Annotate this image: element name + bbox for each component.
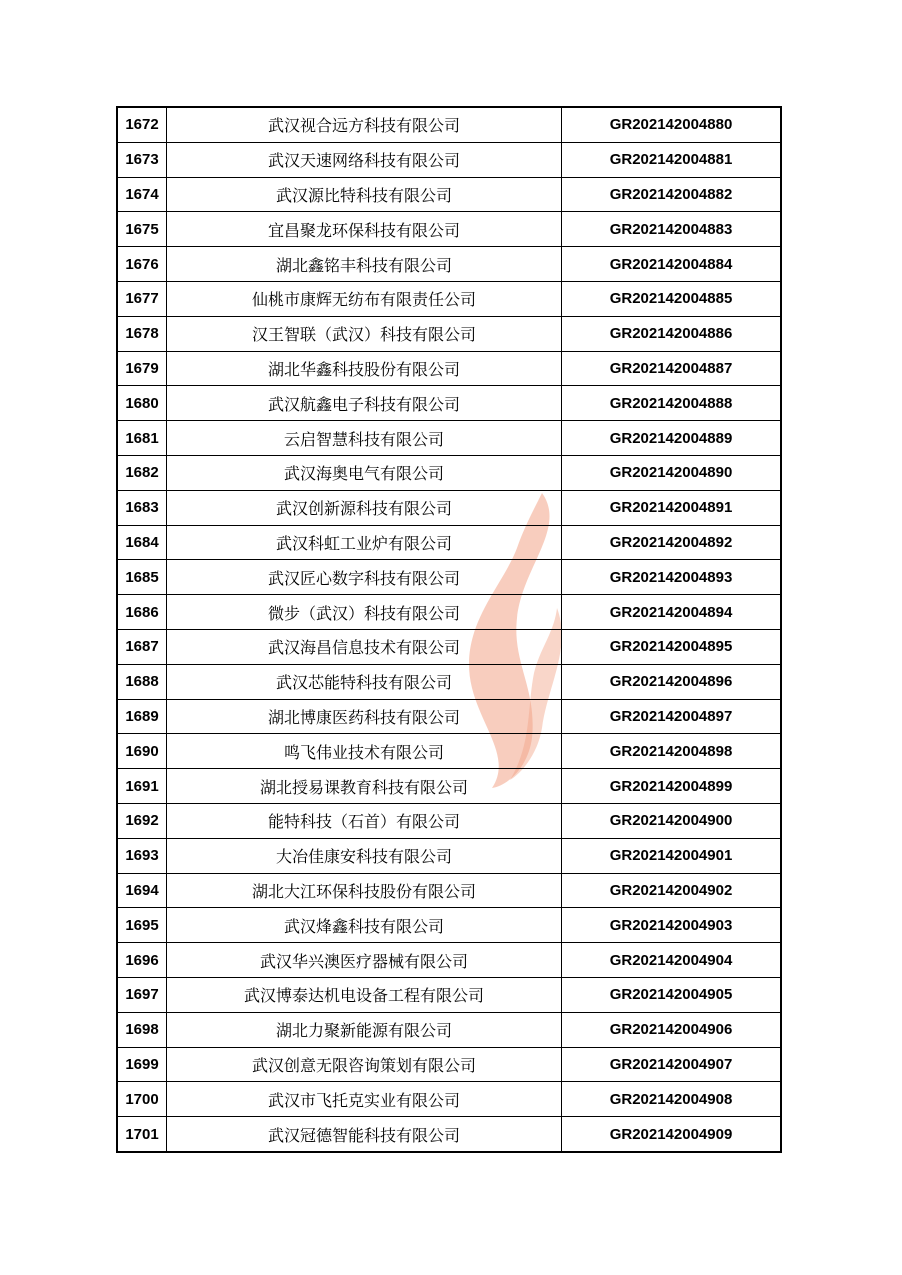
certificate-number: GR202142004899 <box>562 769 782 804</box>
certificate-number: GR202142004908 <box>562 1082 782 1117</box>
certificate-number: GR202142004906 <box>562 1012 782 1047</box>
company-name: 湖北鑫铭丰科技有限公司 <box>167 247 562 282</box>
row-number: 1673 <box>117 142 167 177</box>
company-name: 武汉烽鑫科技有限公司 <box>167 908 562 943</box>
company-name: 武汉华兴澳医疗器械有限公司 <box>167 943 562 978</box>
row-number: 1691 <box>117 769 167 804</box>
certificate-number: GR202142004886 <box>562 316 782 351</box>
table-row <box>117 455 781 490</box>
company-name: 武汉视合远方科技有限公司 <box>167 107 562 142</box>
row-number: 1676 <box>117 247 167 282</box>
table-row <box>117 490 781 525</box>
certificate-number: GR202142004904 <box>562 943 782 978</box>
certificate-number: GR202142004893 <box>562 560 782 595</box>
row-number: 1675 <box>117 212 167 247</box>
certificate-number: GR202142004905 <box>562 977 782 1012</box>
table-row <box>117 316 781 351</box>
table-row <box>117 142 781 177</box>
company-name: 云启智慧科技有限公司 <box>167 421 562 456</box>
row-number: 1694 <box>117 873 167 908</box>
row-number: 1682 <box>117 455 167 490</box>
company-name: 能特科技（石首）有限公司 <box>167 803 562 838</box>
certificate-number: GR202142004909 <box>562 1117 782 1152</box>
certificate-number: GR202142004900 <box>562 803 782 838</box>
row-number: 1679 <box>117 351 167 386</box>
certificate-number: GR202142004881 <box>562 142 782 177</box>
certificate-number: GR202142004888 <box>562 386 782 421</box>
company-name: 武汉匠心数字科技有限公司 <box>167 560 562 595</box>
certificate-number: GR202142004902 <box>562 873 782 908</box>
table-row <box>117 769 781 804</box>
certificate-number: GR202142004903 <box>562 908 782 943</box>
table-row <box>117 699 781 734</box>
company-name: 武汉创意无限咨询策划有限公司 <box>167 1047 562 1082</box>
certificate-number: GR202142004883 <box>562 212 782 247</box>
certificate-number: GR202142004884 <box>562 247 782 282</box>
company-name: 湖北授易课教育科技有限公司 <box>167 769 562 804</box>
certificate-number: GR202142004892 <box>562 525 782 560</box>
company-record-table <box>116 106 782 1153</box>
row-number: 1688 <box>117 664 167 699</box>
certificate-number: GR202142004885 <box>562 281 782 316</box>
certificate-number: GR202142004887 <box>562 351 782 386</box>
row-number: 1690 <box>117 734 167 769</box>
row-number: 1701 <box>117 1117 167 1152</box>
certificate-number: GR202142004896 <box>562 664 782 699</box>
table-row <box>117 629 781 664</box>
row-number: 1677 <box>117 281 167 316</box>
certificate-number: GR202142004895 <box>562 629 782 664</box>
table-row <box>117 281 781 316</box>
company-name: 汉王智联（武汉）科技有限公司 <box>167 316 562 351</box>
certificate-number: GR202142004898 <box>562 734 782 769</box>
row-number: 1699 <box>117 1047 167 1082</box>
row-number: 1693 <box>117 838 167 873</box>
certificate-number: GR202142004894 <box>562 595 782 630</box>
table-row <box>117 734 781 769</box>
certificate-number: GR202142004890 <box>562 455 782 490</box>
row-number: 1686 <box>117 595 167 630</box>
row-number: 1687 <box>117 629 167 664</box>
row-number: 1678 <box>117 316 167 351</box>
table-row <box>117 247 781 282</box>
row-number: 1689 <box>117 699 167 734</box>
company-name: 湖北大江环保科技股份有限公司 <box>167 873 562 908</box>
company-name: 武汉天速网络科技有限公司 <box>167 142 562 177</box>
table-row <box>117 177 781 212</box>
table-row <box>117 560 781 595</box>
table-row <box>117 1047 781 1082</box>
company-name: 鸣飞伟业技术有限公司 <box>167 734 562 769</box>
company-name: 武汉市飞托克实业有限公司 <box>167 1082 562 1117</box>
table-row <box>117 803 781 838</box>
certificate-number: GR202142004907 <box>562 1047 782 1082</box>
table-row <box>117 212 781 247</box>
table-row <box>117 977 781 1012</box>
table-row <box>117 421 781 456</box>
row-number: 1700 <box>117 1082 167 1117</box>
company-name: 武汉冠德智能科技有限公司 <box>167 1117 562 1152</box>
company-name: 湖北博康医药科技有限公司 <box>167 699 562 734</box>
company-name: 武汉航鑫电子科技有限公司 <box>167 386 562 421</box>
company-name: 大冶佳康安科技有限公司 <box>167 838 562 873</box>
table-row <box>117 943 781 978</box>
company-name: 仙桃市康辉无纺布有限责任公司 <box>167 281 562 316</box>
company-name: 宜昌聚龙环保科技有限公司 <box>167 212 562 247</box>
row-number: 1680 <box>117 386 167 421</box>
table-row <box>117 664 781 699</box>
row-number: 1698 <box>117 1012 167 1047</box>
company-name: 湖北华鑫科技股份有限公司 <box>167 351 562 386</box>
row-number: 1697 <box>117 977 167 1012</box>
row-number: 1696 <box>117 943 167 978</box>
certificate-number: GR202142004889 <box>562 421 782 456</box>
row-number: 1695 <box>117 908 167 943</box>
table-row <box>117 1012 781 1047</box>
row-number: 1683 <box>117 490 167 525</box>
certificate-number: GR202142004882 <box>562 177 782 212</box>
table-row <box>117 873 781 908</box>
table-row <box>117 1117 781 1152</box>
table-row <box>117 525 781 560</box>
row-number: 1672 <box>117 107 167 142</box>
company-name: 湖北力聚新能源有限公司 <box>167 1012 562 1047</box>
table-row <box>117 908 781 943</box>
certificate-number: GR202142004891 <box>562 490 782 525</box>
company-name: 武汉博泰达机电设备工程有限公司 <box>167 977 562 1012</box>
table-row <box>117 351 781 386</box>
certificate-number: GR202142004897 <box>562 699 782 734</box>
row-number: 1674 <box>117 177 167 212</box>
company-name: 微步（武汉）科技有限公司 <box>167 595 562 630</box>
row-number: 1692 <box>117 803 167 838</box>
table-row <box>117 386 781 421</box>
table-row <box>117 595 781 630</box>
company-name: 武汉海奥电气有限公司 <box>167 455 562 490</box>
certificate-number: GR202142004901 <box>562 838 782 873</box>
company-name: 武汉海昌信息技术有限公司 <box>167 629 562 664</box>
certificate-number: GR202142004880 <box>562 107 782 142</box>
row-number: 1685 <box>117 560 167 595</box>
row-number: 1684 <box>117 525 167 560</box>
table-row <box>117 107 781 142</box>
company-name: 武汉创新源科技有限公司 <box>167 490 562 525</box>
company-name: 武汉芯能特科技有限公司 <box>167 664 562 699</box>
table-row <box>117 838 781 873</box>
table-row <box>117 1082 781 1117</box>
row-number: 1681 <box>117 421 167 456</box>
company-name: 武汉源比特科技有限公司 <box>167 177 562 212</box>
company-name: 武汉科虹工业炉有限公司 <box>167 525 562 560</box>
